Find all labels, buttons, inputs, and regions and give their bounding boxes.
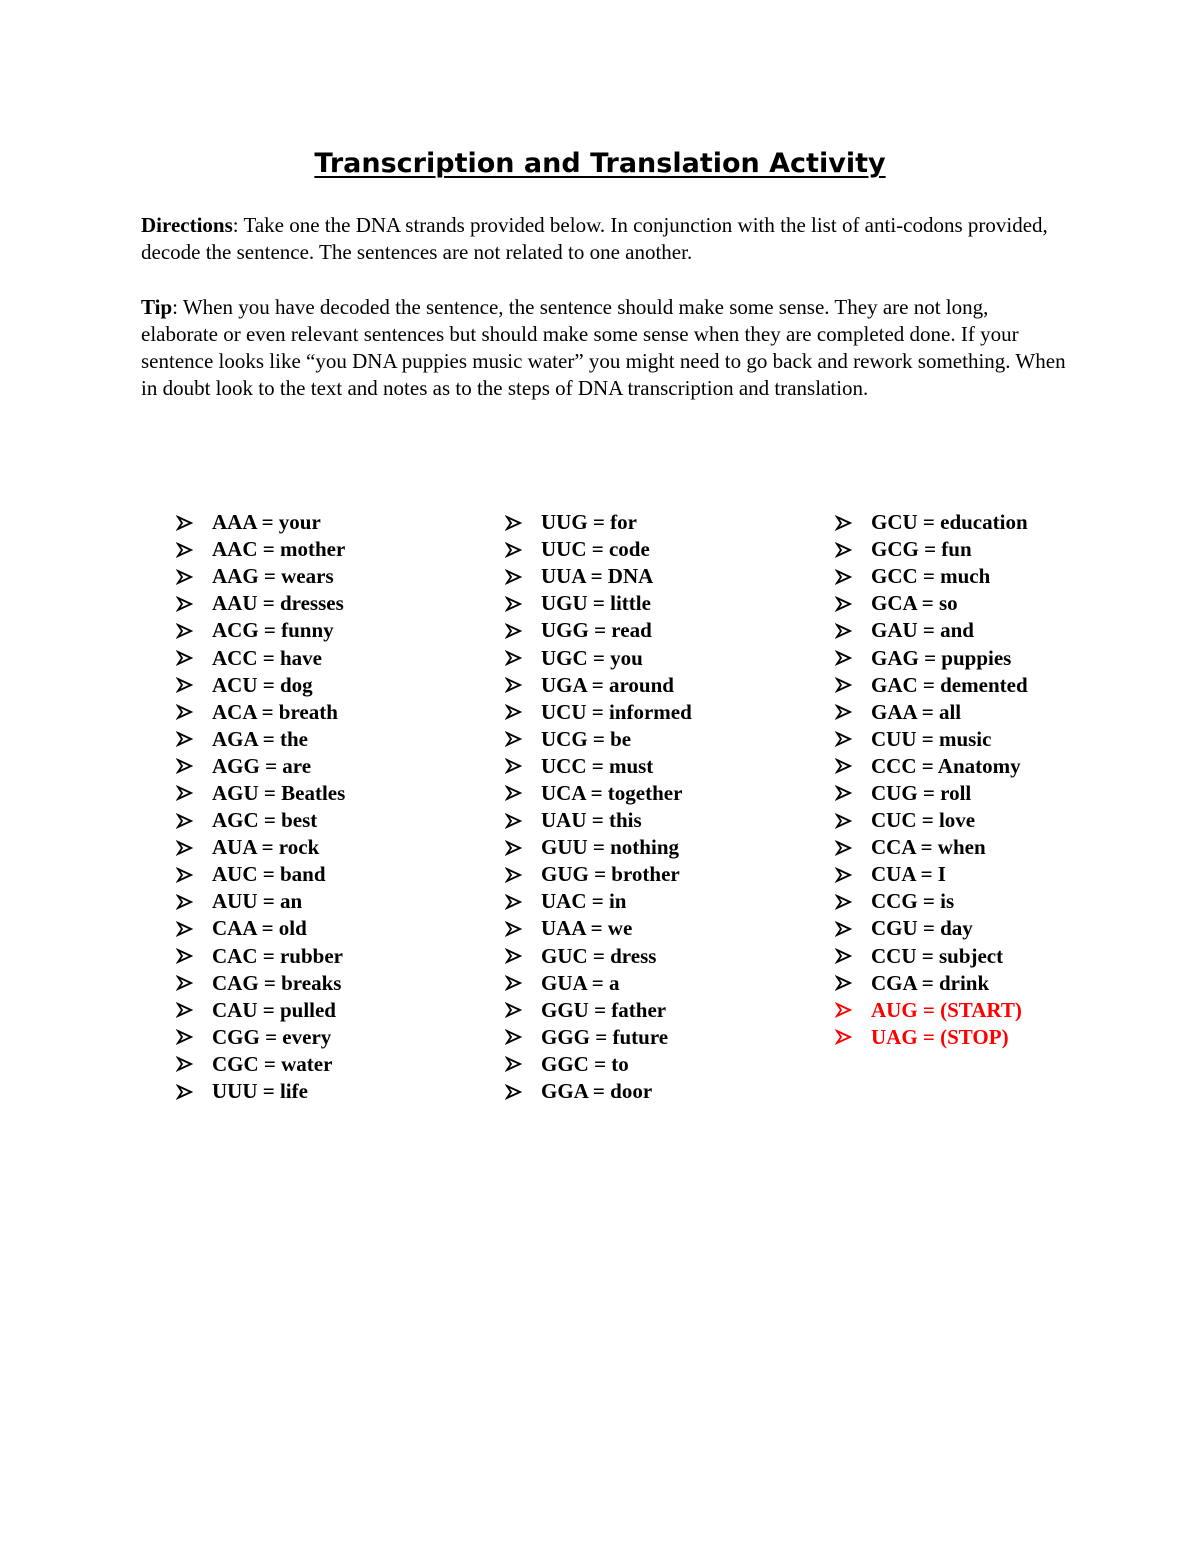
arrowhead-bullet-icon (176, 758, 212, 774)
arrowhead-bullet-icon (176, 515, 212, 531)
codon-list-item (176, 1078, 345, 1105)
codon-list-item (505, 780, 692, 807)
arrowhead-bullet-icon (835, 650, 871, 666)
codon-entry-text: UGG = read (541, 618, 652, 643)
codon-list-item (176, 753, 345, 780)
arrowhead-bullet-icon (176, 948, 212, 964)
codon-list-item (505, 834, 692, 861)
codon-list-item (505, 1051, 692, 1078)
directions-text: : Take one the DNA strands provided below. In conjunction with the list of anti-codons provided, decode the sentence. The sentences are not related to one another. (141, 213, 1048, 264)
codon-entry-text: UAA = we (541, 916, 633, 941)
codon-list-column-3 (835, 509, 1028, 1051)
codon-entry-text: AGG = are (212, 753, 312, 778)
codon-list-item (176, 617, 345, 644)
codon-entry-text: UGU = little (541, 591, 651, 616)
codon-entry-text: UUG = for (541, 510, 637, 535)
codon-list-item (835, 780, 1028, 807)
arrowhead-bullet-icon (505, 731, 541, 747)
codon-entry-text: GGA = door (541, 1079, 653, 1104)
codon-list-item (505, 970, 692, 997)
arrowhead-bullet-icon (176, 813, 212, 829)
codon-entry-text: CCG = is (871, 889, 955, 914)
codon-list-item (835, 834, 1028, 861)
codon-list-item (835, 509, 1028, 536)
codon-list-item (505, 861, 692, 888)
arrowhead-bullet-icon (505, 569, 541, 585)
codon-entry-text: GGU = father (541, 997, 667, 1022)
codon-list-item (835, 915, 1028, 942)
codon-entry-text: UUA = DNA (541, 564, 654, 589)
codon-entry-text: AAC = mother (212, 537, 346, 562)
codon-entry-text: CAU = pulled (212, 997, 336, 1022)
codon-list-item (505, 590, 692, 617)
arrowhead-bullet-icon (505, 840, 541, 856)
codon-list-item (505, 943, 692, 970)
codon-entry-text: GUA = a (541, 970, 620, 995)
arrowhead-bullet-icon (505, 542, 541, 558)
codon-list-item (505, 672, 692, 699)
arrowhead-bullet-icon (835, 1029, 871, 1045)
codon-entry-text: UUU = life (212, 1079, 308, 1104)
codon-entry-text: CGG = every (212, 1024, 332, 1049)
arrowhead-bullet-icon (176, 542, 212, 558)
arrowhead-bullet-icon (505, 623, 541, 639)
codon-list-item (176, 943, 345, 970)
codon-list-item (176, 780, 345, 807)
codon-list-item (835, 861, 1028, 888)
codon-entry-text: ACG = funny (212, 618, 334, 643)
arrowhead-bullet-icon (835, 894, 871, 910)
codon-entry-text: CCC = Anatomy (871, 753, 1021, 778)
codon-entry-text: UUC = code (541, 537, 650, 562)
codon-entry-text: CUC = love (871, 808, 976, 833)
arrowhead-bullet-icon (835, 948, 871, 964)
arrowhead-bullet-icon (176, 1084, 212, 1100)
arrowhead-bullet-icon (505, 596, 541, 612)
arrowhead-bullet-icon (176, 1029, 212, 1045)
arrowhead-bullet-icon (835, 677, 871, 693)
codon-entry-text: GAC = demented (871, 672, 1028, 697)
codon-list-item (505, 509, 692, 536)
codon-list-item (505, 753, 692, 780)
arrowhead-bullet-icon (176, 921, 212, 937)
arrowhead-bullet-icon (176, 867, 212, 883)
arrowhead-bullet-icon (176, 840, 212, 856)
arrowhead-bullet-icon (835, 867, 871, 883)
codon-entry-text: UCA = together (541, 780, 683, 805)
directions-paragraph (141, 212, 1066, 266)
arrowhead-bullet-icon (176, 1056, 212, 1072)
arrowhead-bullet-icon (176, 596, 212, 612)
codon-list-item (835, 699, 1028, 726)
codon-list-item (505, 536, 692, 563)
arrowhead-bullet-icon (505, 704, 541, 720)
codon-list-item (505, 1024, 692, 1051)
arrowhead-bullet-icon (835, 569, 871, 585)
arrowhead-bullet-icon (176, 894, 212, 910)
arrowhead-bullet-icon (176, 650, 212, 666)
page-title: Transcription and Translation Activity (314, 148, 886, 179)
codon-list-item (835, 888, 1028, 915)
codon-list-item (176, 536, 345, 563)
codon-list-item (505, 644, 692, 671)
codon-list-item (505, 617, 692, 644)
codon-list-item (176, 807, 345, 834)
codon-entry-text: GCA = so (871, 591, 958, 616)
codon-entry-text: CAG = breaks (212, 970, 342, 995)
codon-entry-text: CCA = when (871, 835, 986, 860)
codon-entry-text: CAC = rubber (212, 943, 343, 968)
arrowhead-bullet-icon (505, 894, 541, 910)
codon-list-item (505, 563, 692, 590)
arrowhead-bullet-icon (505, 921, 541, 937)
codon-list-item (835, 672, 1028, 699)
codon-list-item (505, 888, 692, 915)
arrowhead-bullet-icon (835, 975, 871, 991)
codon-entry-text: UGA = around (541, 672, 674, 697)
codon-entry-text: UAU = this (541, 808, 642, 833)
codon-entry-text: UAG = (STOP) (871, 1024, 1009, 1049)
codon-list-item (835, 563, 1028, 590)
codon-list-item (505, 807, 692, 834)
codon-entry-text: GUU = nothing (541, 835, 679, 860)
codon-list-column-2 (505, 509, 692, 1105)
arrowhead-bullet-icon (835, 758, 871, 774)
codon-list-item (505, 699, 692, 726)
codon-entry-text: CGU = day (871, 916, 973, 941)
arrowhead-bullet-icon (505, 785, 541, 801)
arrowhead-bullet-icon (176, 677, 212, 693)
codon-list-item (176, 834, 345, 861)
arrowhead-bullet-icon (176, 1002, 212, 1018)
codon-entry-text: GGG = future (541, 1024, 669, 1049)
codon-list-item (176, 644, 345, 671)
codon-list-item (176, 563, 345, 590)
arrowhead-bullet-icon (176, 785, 212, 801)
codon-entry-text: AGU = Beatles (212, 780, 346, 805)
codon-list-item (176, 970, 345, 997)
arrowhead-bullet-icon (835, 1002, 871, 1018)
arrowhead-bullet-icon (505, 1029, 541, 1045)
arrowhead-bullet-icon (835, 515, 871, 531)
codon-list-item (176, 509, 345, 536)
arrowhead-bullet-icon (505, 1084, 541, 1100)
codon-entry-text: GGC = to (541, 1051, 629, 1076)
codon-list-item (835, 807, 1028, 834)
codon-list-item (835, 1024, 1028, 1051)
arrowhead-bullet-icon (505, 515, 541, 531)
codon-entry-text: GUG = brother (541, 862, 680, 887)
codon-entry-text: AAU = dresses (212, 591, 344, 616)
codon-entry-text: GUC = dress (541, 943, 657, 968)
codon-entry-text: AAG = wears (212, 564, 334, 589)
codon-entry-text: CAA = old (212, 916, 307, 941)
codon-entry-text: AUG = (START) (871, 997, 1022, 1022)
codon-list-item (835, 644, 1028, 671)
codon-entry-text: GAU = and (871, 618, 974, 643)
codon-entry-text: UCG = be (541, 726, 632, 751)
arrowhead-bullet-icon (505, 650, 541, 666)
codon-entry-text: AUC = band (212, 862, 326, 887)
codon-list-item (835, 726, 1028, 753)
arrowhead-bullet-icon (176, 731, 212, 747)
codon-list-item (835, 617, 1028, 644)
arrowhead-bullet-icon (835, 542, 871, 558)
codon-list-item (505, 997, 692, 1024)
codon-entry-text: CGC = water (212, 1051, 333, 1076)
codon-entry-text: GCC = much (871, 564, 991, 589)
tip-label: Tip (141, 295, 173, 319)
tip-text: : When you have decoded the sentence, the sentence should make some sense. They are not long, elaborate or even relevant sentences but should make some sense when they are completed done. If your sentence looks like “you DNA puppies music water” you might need to go back and rework something. When in doubt look to the text and notes as to the steps of DNA transcription and translation. (141, 295, 1066, 400)
arrowhead-bullet-icon (835, 785, 871, 801)
codon-entry-text: CUU = music (871, 726, 992, 751)
arrowhead-bullet-icon (835, 813, 871, 829)
codon-entry-text: AGA = the (212, 726, 308, 751)
codon-list-column-1 (176, 509, 345, 1105)
arrowhead-bullet-icon (505, 975, 541, 991)
arrowhead-bullet-icon (835, 623, 871, 639)
codon-entry-text: UGC = you (541, 645, 643, 670)
arrowhead-bullet-icon (835, 704, 871, 720)
arrowhead-bullet-icon (176, 975, 212, 991)
codon-list-item (835, 970, 1028, 997)
codon-list-item (176, 699, 345, 726)
arrowhead-bullet-icon (835, 921, 871, 937)
tip-paragraph (141, 294, 1066, 402)
codon-entry-text: CCU = subject (871, 943, 1004, 968)
codon-list-item (835, 536, 1028, 563)
arrowhead-bullet-icon (505, 1002, 541, 1018)
codon-entry-text: ACU = dog (212, 672, 313, 697)
codon-entry-text: UCU = informed (541, 699, 692, 724)
codon-list-item (505, 726, 692, 753)
arrowhead-bullet-icon (176, 569, 212, 585)
arrowhead-bullet-icon (835, 596, 871, 612)
codon-entry-text: AUA = rock (212, 835, 320, 860)
codon-entry-text: UCC = must (541, 753, 654, 778)
codon-list-item (176, 726, 345, 753)
codon-list-item (835, 753, 1028, 780)
arrowhead-bullet-icon (505, 677, 541, 693)
codon-list-item (176, 672, 345, 699)
arrowhead-bullet-icon (835, 731, 871, 747)
codon-entry-text: GAA = all (871, 699, 962, 724)
arrowhead-bullet-icon (505, 813, 541, 829)
codon-entry-text: CGA = drink (871, 970, 990, 995)
codon-list-item (835, 997, 1028, 1024)
codon-list-item (176, 888, 345, 915)
codon-list-item (505, 915, 692, 942)
codon-list-item (176, 915, 345, 942)
codon-list-item (176, 997, 345, 1024)
codon-list-item (176, 1024, 345, 1051)
directions-label: Directions (141, 213, 233, 237)
codon-entry-text: CUG = roll (871, 780, 972, 805)
codon-entry-text: ACA = breath (212, 699, 338, 724)
arrowhead-bullet-icon (505, 948, 541, 964)
arrowhead-bullet-icon (505, 758, 541, 774)
codon-entry-text: GCG = fun (871, 537, 972, 562)
arrowhead-bullet-icon (505, 1056, 541, 1072)
codon-list-item (176, 861, 345, 888)
codon-entry-text: GAG = puppies (871, 645, 1012, 670)
arrowhead-bullet-icon (176, 623, 212, 639)
codon-entry-text: AUU = an (212, 889, 303, 914)
codon-entry-text: AAA = your (212, 510, 321, 535)
codon-entry-text: CUA = I (871, 862, 946, 887)
codon-list-item (505, 1078, 692, 1105)
codon-entry-text: ACC = have (212, 645, 322, 670)
codon-entry-text: GCU = education (871, 510, 1028, 535)
arrowhead-bullet-icon (835, 840, 871, 856)
codon-list-item (835, 943, 1028, 970)
codon-entry-text: UAC = in (541, 889, 627, 914)
arrowhead-bullet-icon (505, 867, 541, 883)
codon-list-item (176, 1051, 345, 1078)
codon-entry-text: AGC = best (212, 808, 318, 833)
codon-list-item (176, 590, 345, 617)
codon-list-item (835, 590, 1028, 617)
arrowhead-bullet-icon (176, 704, 212, 720)
